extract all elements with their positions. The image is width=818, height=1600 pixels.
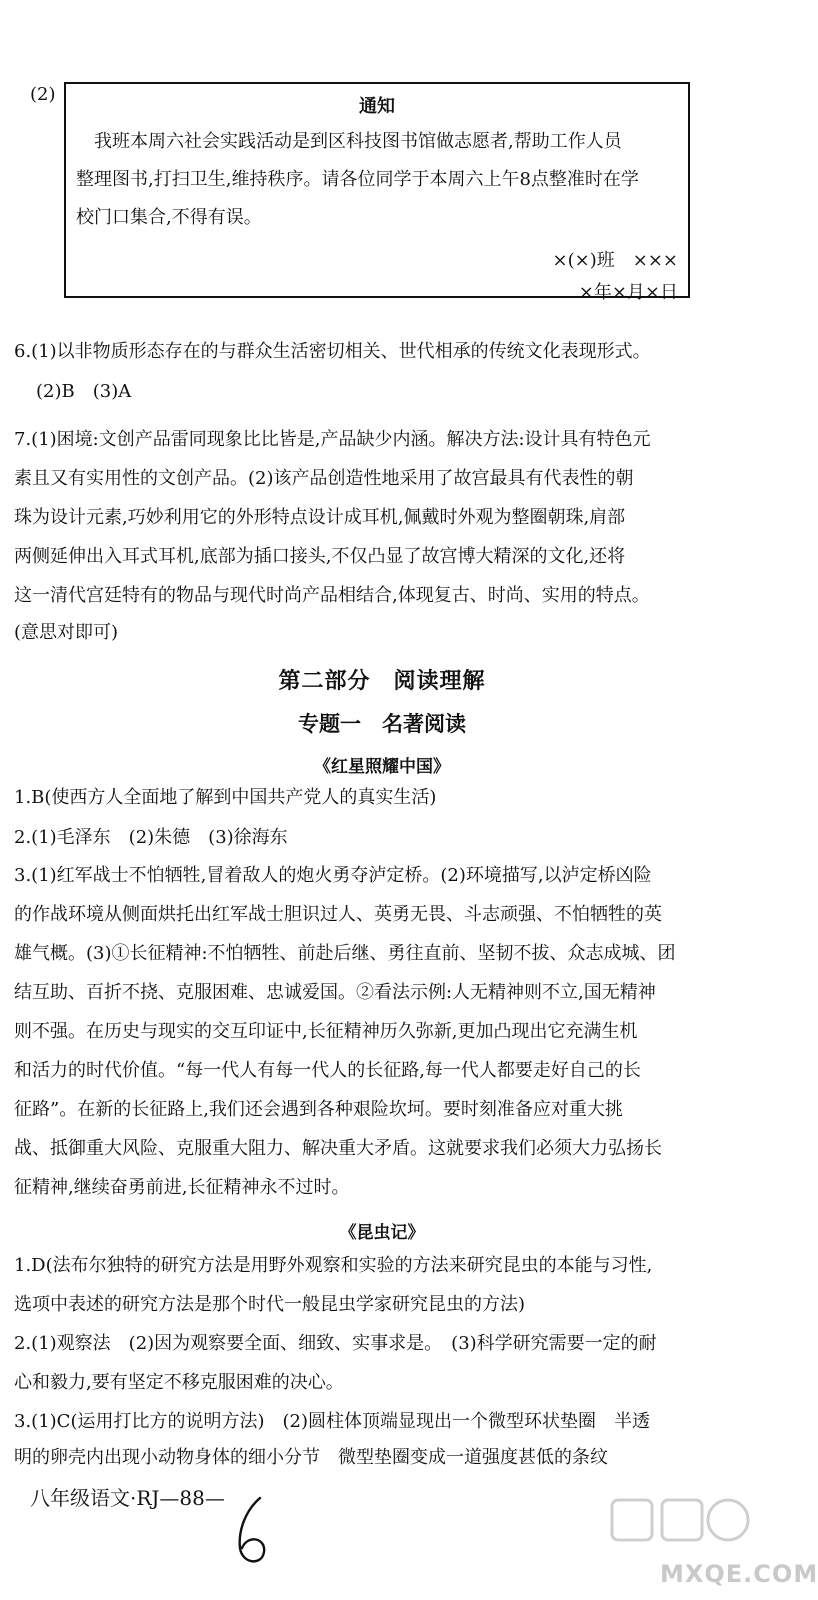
answer-line: 两侧延伸出入耳式耳机,底部为插口接头,不仅凸显了故宫博大精深的文化,还将 xyxy=(14,546,626,567)
answer-line: 征精神,继续奋勇前进,长征精神永不过时。 xyxy=(14,1177,350,1198)
handwritten-six xyxy=(232,1494,272,1570)
topic-title: 专题一 名著阅读 xyxy=(298,711,466,736)
answer-line: 珠为设计元素,巧妙利用它的外形特点设计成耳机,佩戴时外观为整圈朝珠,肩部 xyxy=(14,507,626,528)
answer-line: 明的卵壳内出现小动物身体的细小分节 微型垫圈变成一道强度甚低的条纹 xyxy=(14,1447,608,1468)
answer-line: 和活力的时代价值。“每一代人有每一代人的长征路,每一代人都要走好自己的长 xyxy=(14,1060,641,1081)
answer-line: 6.(1)以非物质形态存在的与群众生活密切相关、世代相承的传统文化表现形式。 xyxy=(14,341,651,362)
notice-box xyxy=(64,82,690,303)
notice-paragraph-line: 校门口集合,不得有误。 xyxy=(76,207,262,228)
answer-line: 2.(1)观察法 (2)因为观察要全面、细致、实事求是。 (3)科学研究需要一定的耐 xyxy=(14,1333,657,1354)
part-title: 第二部分 阅读理解 xyxy=(278,668,486,694)
answer-line: 2.(1)毛泽东 (2)朱德 (3)徐海东 xyxy=(14,827,288,848)
answer-line: 结互助、百折不挠、克服困难、忠诚爱国。②看法示例:人无精神则不立,国无精神 xyxy=(14,982,656,1003)
page-footer: 八年级语文·RJ—88— xyxy=(30,1486,225,1510)
notice-label: (2) xyxy=(30,84,56,105)
answer-line: 素且又有实用性的文创产品。(2)该产品创造性地采用了故宫最具有代表性的朝 xyxy=(14,468,634,489)
book-title: 《红星照耀中国》 xyxy=(314,757,450,777)
answer-line: 雄气概。(3)①长征精神:不怕牺牲、前赴后继、勇往直前、坚韧不拔、众志成城、团 xyxy=(14,943,676,964)
answer-line: 7.(1)困境:文创产品雷同现象比比皆是,产品缺少内涵。解决方法:设计具有特色元 xyxy=(14,429,651,450)
answer-line: 心和毅力,要有坚定不移克服困难的决心。 xyxy=(14,1372,344,1393)
book-title: 《昆虫记》 xyxy=(339,1223,425,1243)
answer-line: (意思对即可) xyxy=(14,622,119,643)
answer-line: 选项中表述的研究方法是那个时代一般昆虫学家研究昆虫的方法) xyxy=(14,1294,526,1315)
answer-line: 战、抵御重大风险、克服重大阻力、解决重大矛盾。这就要求我们必须大力弘扬长 xyxy=(14,1138,662,1159)
notice-signature: ×(×)班 ××× xyxy=(552,250,678,271)
answer-line: 3.(1)红军战士不怕牺牲,冒着敌人的炮火勇夺泸定桥。(2)环境描写,以泸定桥凶险 xyxy=(14,865,652,886)
answer-line: (2)B (3)A xyxy=(36,381,132,402)
answer-line: 1.D(法布尔独特的研究方法是用野外观察和实验的方法来研究昆虫的本能与习性, xyxy=(14,1255,653,1276)
watermark-text: MXQE.COM xyxy=(660,1560,818,1588)
notice-title: 通知 xyxy=(359,96,395,117)
answer-line: 这一清代宫廷特有的物品与现代时尚产品相结合,体现复古、时尚、实用的特点。 xyxy=(14,585,650,606)
notice-date: ×年×月×日 xyxy=(578,282,678,303)
answer-line: 则不强。在历史与现实的交互印证中,长征精神历久弥新,更加凸现出它充满生机 xyxy=(14,1021,638,1042)
answer-line: 3.(1)C(运用打比方的说明方法) (2)圆柱体顶端显现出一个微型环状垫圈 半透 xyxy=(14,1411,650,1432)
notice-paragraph-line: 整理图书,打扫卫生,维持秩序。请各位同学于本周六上午8点整准时在学 xyxy=(76,169,639,190)
answer-line: 征路”。在新的长征路上,我们还会遇到各种艰险坎坷。要时刻准备应对重大挑 xyxy=(14,1099,623,1120)
notice-paragraph-line: 我班本周六社会实践活动是到区科技图书馆做志愿者,帮助工作人员 xyxy=(94,131,622,152)
answer-line: 1.B(使西方人全面地了解到中国共产党人的真实生活) xyxy=(14,787,437,808)
answer-line: 的作战环境从侧面烘托出红军战士胆识过人、英勇无畏、斗志顽强、不怕牺牲的英 xyxy=(14,904,662,925)
